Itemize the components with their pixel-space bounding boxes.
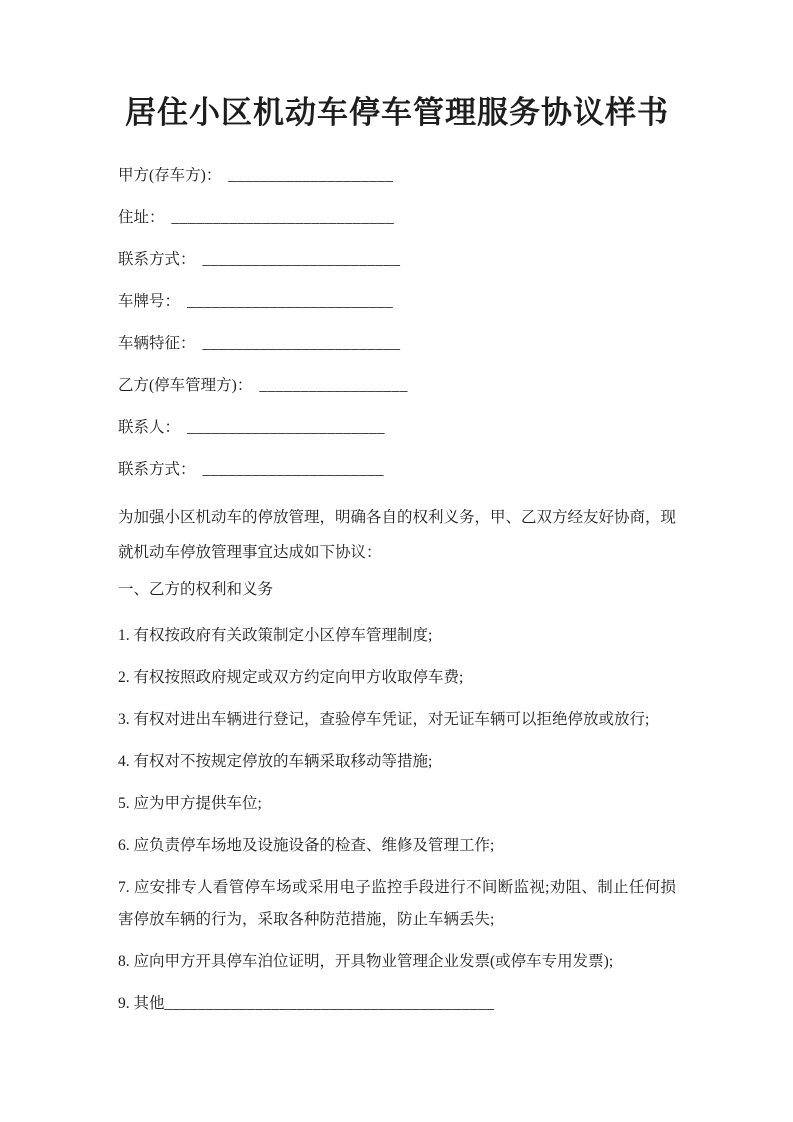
fill-in-line: ________________________ — [187, 419, 386, 436]
clause-text: 1. 有权按政府有关政策制定小区停车管理制度; — [118, 627, 433, 644]
clause-item-4 — [118, 746, 676, 778]
clause-text: 4. 有权对不按规定停放的车辆采取移动等措施; — [118, 753, 433, 770]
document-title: 居住小区机动车停车管理服务协议样书 — [125, 95, 669, 130]
fill-in-line: ________________________ — [202, 251, 401, 268]
fill-in-line: ________________________ — [202, 335, 401, 352]
field-row-party-a — [118, 164, 676, 188]
field-label: 乙方(停车管理方)： — [118, 377, 253, 394]
fill-in-line: ____________________ — [228, 167, 394, 184]
clause-text: 6. 应负责停车场地及设施设备的检查、维修及管理工作; — [118, 837, 495, 854]
clause-item-3 — [118, 704, 676, 736]
clause-text: 3. 有权对进出车辆进行登记，查验停车凭证，对无证车辆可以拒绝停放或放行; — [118, 711, 650, 728]
clause-text: 9. 其他 — [118, 995, 165, 1012]
clause-item-9 — [118, 988, 676, 1020]
section-1-heading: 一、乙方的权利和义务 — [118, 581, 274, 598]
field-label: 联系人： — [118, 419, 181, 436]
clause-item-6 — [118, 830, 676, 862]
field-label: 车牌号： — [118, 293, 181, 310]
clause-text: 8. 应向甲方开具停车泊位证明，开具物业管理企业发票(或停车专用发票); — [118, 953, 614, 970]
field-label: 车辆特征： — [118, 335, 196, 352]
field-row-contact-a — [118, 248, 676, 272]
field-label: 联系方式： — [118, 251, 196, 268]
field-label: 甲方(存车方)： — [118, 167, 222, 184]
fill-in-line: ______________________ — [202, 461, 385, 478]
clause-text: 2. 有权按照政府规定或双方约定向甲方收取停车费; — [118, 669, 464, 686]
clause-text: 7. 应安排专人看管停车场或采用电子监控手段进行不间断监视;劝阻、制止任何损害停放车辆的行为，采取各种防范措施，防止车辆丢失; — [118, 879, 676, 928]
clause-9-blank-line: ________________________________________ — [164, 995, 495, 1012]
field-row-party-b — [118, 374, 676, 398]
field-label: 住址： — [118, 209, 165, 226]
fill-in-line: _________________________ — [187, 293, 394, 310]
clause-item-8 — [118, 946, 676, 978]
clause-item-1 — [118, 620, 676, 652]
fill-in-line: ___________________________ — [171, 209, 395, 226]
intro-paragraph: 为加强小区机动车的停放管理，明确各自的权利义务，甲、乙双方经友好协商，现就机动车停放管理事宜达成如下协议： — [118, 509, 677, 561]
clause-item-7 — [118, 872, 676, 936]
field-row-contact-b — [118, 458, 676, 482]
clause-text: 5. 应为甲方提供车位; — [118, 795, 262, 812]
fill-in-line: __________________ — [259, 377, 408, 394]
field-row-plate-number — [118, 290, 676, 314]
field-row-vehicle-features — [118, 332, 676, 356]
field-label: 联系方式： — [118, 461, 196, 478]
field-row-address — [118, 206, 676, 230]
field-row-contact-person — [118, 416, 676, 440]
clause-item-2 — [118, 662, 676, 694]
clause-item-5 — [118, 788, 676, 820]
